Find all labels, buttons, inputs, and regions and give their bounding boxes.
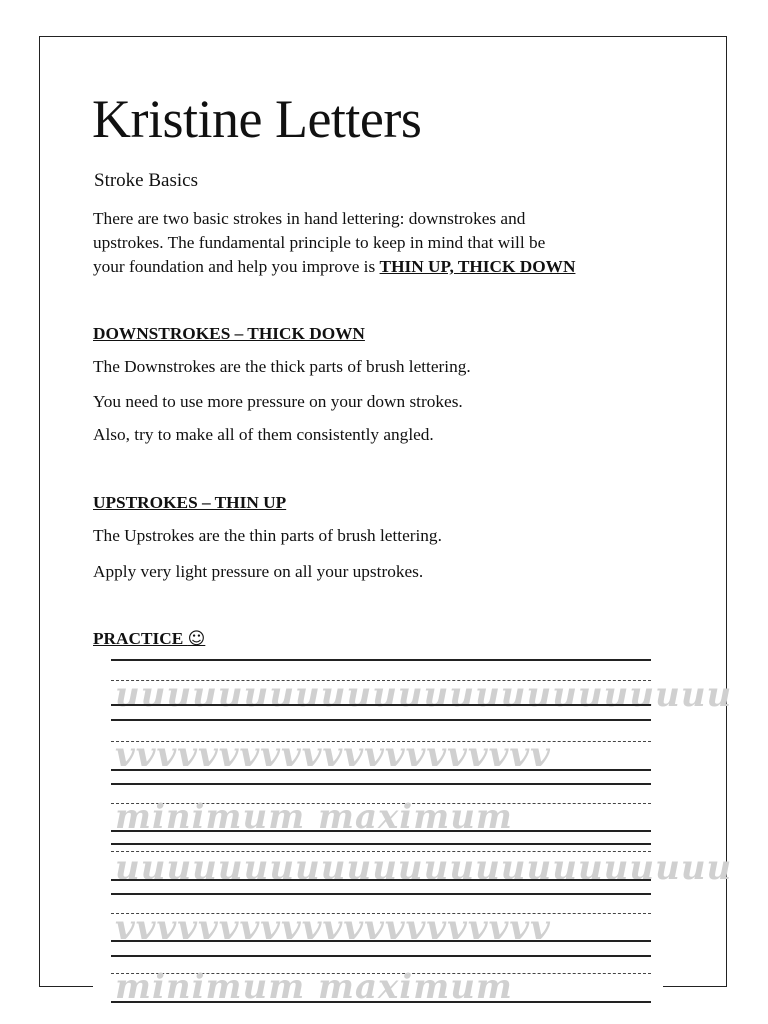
intro-line-3: [93, 255, 713, 279]
downstrokes-line: The Downstrokes are the thick parts of brush lettering.: [93, 357, 471, 376]
guideline-solid: [111, 940, 651, 942]
intro-paragraph: [93, 207, 713, 279]
guideline-solid: [111, 719, 651, 721]
guideline-solid: [111, 659, 651, 661]
guideline-solid: [111, 1001, 651, 1003]
downstrokes-line: Also, try to make all of them consistently angled.: [93, 425, 434, 444]
upstrokes-line: Apply very light pressure on all your upstrokes.: [93, 562, 424, 581]
smiley-icon: ☺: [187, 629, 206, 649]
practice-heading: [93, 629, 205, 649]
downstrokes-line: You need to use more pressure on your down strokes.: [93, 392, 463, 411]
intro-line-text: your foundation and help you improve is: [93, 257, 380, 276]
practice-guide-row: vvvvvvvvvvvvvvvvvvvvv: [115, 735, 551, 775]
guideline-solid: [111, 704, 651, 706]
intro-line: There are two basic strokes in hand lettering: downstrokes and: [93, 209, 526, 228]
document-subtitle: Stroke Basics: [94, 170, 198, 191]
guideline-solid: [111, 893, 651, 895]
principle-emphasis: THIN UP, THICK DOWN: [379, 257, 576, 276]
practice-guide-row: uuuuuuuuuuuuuuuuuuuuuuuu: [115, 675, 733, 715]
document-title: Kristine Letters: [92, 89, 422, 149]
practice-guide-row: minimum maximum: [115, 797, 513, 837]
practice-heading-text: PRACTICE: [93, 629, 188, 648]
guideline-solid: [111, 843, 651, 845]
guideline-solid: [111, 879, 651, 881]
upstrokes-heading: UPSTROKES – THIN UP: [93, 493, 287, 512]
guideline-solid: [111, 783, 651, 785]
upstrokes-line: The Upstrokes are the thin parts of brush lettering.: [93, 526, 442, 545]
practice-guide-row: minimum maximum: [115, 967, 513, 1007]
guideline-solid: [111, 769, 651, 771]
practice-guidelines: [93, 655, 733, 1024]
guideline-solid: [111, 830, 651, 832]
practice-guide-row: vvvvvvvvvvvvvvvvvvvvv: [115, 908, 551, 948]
guideline-solid: [111, 955, 651, 957]
intro-line: upstrokes. The fundamental principle to keep in mind that will be: [93, 233, 546, 252]
practice-guide-row: uuuuuuuuuuuuuuuuuuuuuuuu: [115, 848, 733, 888]
downstrokes-heading: DOWNSTROKES – THICK DOWN: [93, 324, 365, 343]
